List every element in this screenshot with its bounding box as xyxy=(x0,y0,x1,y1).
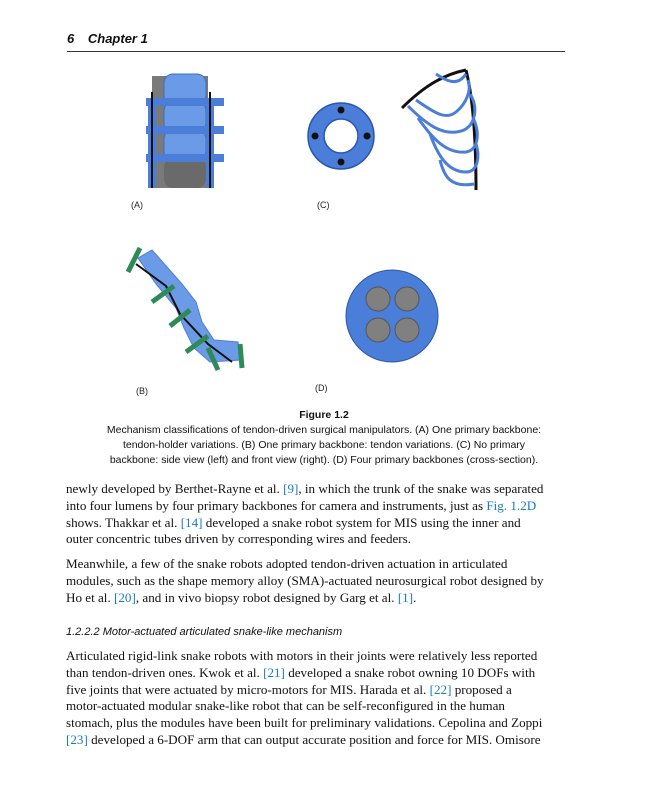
text-line: modules, such as the shape memory alloy (SMA)-actuated neurosurgical robot designed by xyxy=(66,572,544,588)
text-line: outer concentric tubes driven by corresponding wires and feeders. xyxy=(66,531,412,547)
page-number: 6 xyxy=(67,31,75,46)
paragraph-3 xyxy=(66,648,566,749)
panel-label-b: (B) xyxy=(136,386,148,396)
citation-link[interactable]: [22] xyxy=(429,681,452,697)
running-header xyxy=(67,31,565,52)
citation-link[interactable]: [20] xyxy=(114,589,136,605)
panel-label-d: (D) xyxy=(315,383,328,393)
text-line: into four lumens by four primary backbones for camera and instruments, just as Fig. 1.2D xyxy=(66,497,537,513)
panel-label-a: (A) xyxy=(131,200,143,210)
paragraph-2 xyxy=(66,556,566,606)
citation-link[interactable]: [23] xyxy=(66,731,88,747)
figure-title: Figure 1.2 xyxy=(299,409,349,421)
figure-link[interactable]: Fig. 1.2D xyxy=(486,497,537,513)
panel-a-illustration xyxy=(140,72,230,194)
caption-line: Mechanism classifications of tendon-driven surgical manipulators. (A) One primary backbone: xyxy=(106,424,542,436)
section-heading: 1.2.2.2 Motor-actuated articulated snake-like mechanism xyxy=(66,626,343,638)
text-line: motor-actuated modular snake-like robot that can be self-reconfigured in the human xyxy=(66,698,505,714)
panel-c-side-view xyxy=(396,64,486,194)
text-line: five joints that were actuated by micro-motors for MIS. Harada et al. [22] proposed a xyxy=(66,681,512,697)
citation-link[interactable]: [1] xyxy=(397,589,414,605)
citation-link[interactable]: [21] xyxy=(263,664,285,680)
caption-line: tendon-holder variations. (B) One primary backbone: tendon variations. (C) No primary xyxy=(122,439,526,451)
panel-b-illustration xyxy=(122,244,252,374)
text-line: newly developed by Berthet-Rayne et al. [9], in which the trunk of the snake was separated xyxy=(66,481,544,496)
text-line: Ho et al. [20], and in vivo biopsy robot designed by Garg et al. [1]. xyxy=(66,589,417,605)
chapter-title: Chapter 1 xyxy=(87,31,148,46)
citation-link[interactable]: [14] xyxy=(180,514,203,530)
panel-label-c: (C) xyxy=(317,200,330,210)
text-line: stomach, plus the modules have been built for preliminary validations. Cepolina and Zoppi xyxy=(66,715,543,731)
text-line: Meanwhile, a few of the snake robots adopted tendon-driven actuation in articulated xyxy=(66,556,508,571)
citation-link[interactable]: [9] xyxy=(283,481,299,496)
text-line: shows. Thakkar et al. [14] developed a snake robot system for MIS using the inner and xyxy=(66,514,521,530)
paragraph-1 xyxy=(66,481,566,548)
caption-line: backbone: side view (left) and front view (right). (D) Four primary backbones (cross-section). xyxy=(109,454,539,466)
panel-c-front-view xyxy=(303,100,379,172)
panel-d-illustration xyxy=(344,268,440,364)
text-line: Articulated rigid-link snake robots with motors in their joints were relatively less reported xyxy=(66,648,538,663)
text-line: [23] developed a 6-DOF arm that can output accurate position and force for MIS. Omisore xyxy=(66,731,541,747)
text-line: than tendon-driven ones. Kwok et al. [21] developed a snake robot owning 10 DOFs with xyxy=(66,664,536,680)
figure-caption xyxy=(66,408,582,468)
